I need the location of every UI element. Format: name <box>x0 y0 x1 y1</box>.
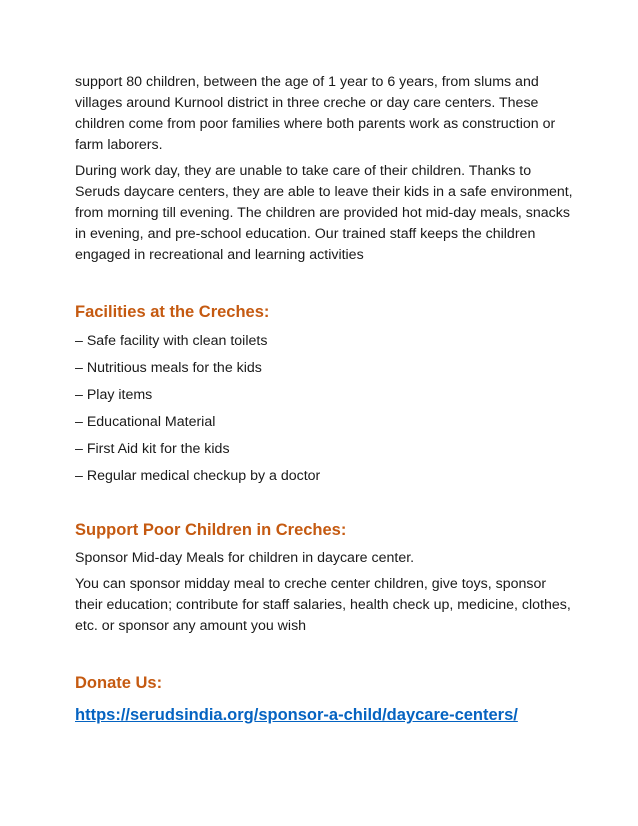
facility-item: – Educational Material <box>75 414 216 430</box>
facility-item: – Safe facility with clean toilets <box>75 333 268 349</box>
intro-paragraph-1: support 80 children, between the age of 1 year to 6 years, from slums and villages around Kurnool district in three creche or day care centers. These children come from poor families where both parents work as construction or farm laborers. <box>75 74 556 153</box>
page-content <box>75 72 575 726</box>
support-paragraph-2: You can sponsor midday meal to creche center children, give toys, sponsor their education; contribute for staff salaries, health check up, medicine, clothes, etc. or sponsor any amount you wish <box>75 576 571 634</box>
facilities-list <box>75 331 575 487</box>
intro-paragraph-2: During work day, they are unable to take care of their children. Thanks to Seruds daycare centers, they are able to leave their kids in a safe environment, from morning till evening. The children are provided hot mid-day meals, snacks in evening, and pre-school education. Our trained staff keeps the children engaged in recreational and learning activities <box>75 163 573 263</box>
donate-link[interactable]: https://serudsindia.org/sponsor-a-child/daycare-centers/ <box>75 706 518 724</box>
facility-item: – Nutritious meals for the kids <box>75 360 262 376</box>
support-heading: Support Poor Children in Creches: <box>75 521 347 539</box>
facility-item: – First Aid kit for the kids <box>75 441 230 457</box>
facility-item: – Regular medical checkup by a doctor <box>75 468 321 484</box>
support-paragraph-1: Sponsor Mid-day Meals for children in daycare center. <box>75 550 415 566</box>
donate-heading: Donate Us: <box>75 674 163 692</box>
facility-item: – Play items <box>75 387 153 403</box>
facilities-heading: Facilities at the Creches: <box>75 303 270 321</box>
